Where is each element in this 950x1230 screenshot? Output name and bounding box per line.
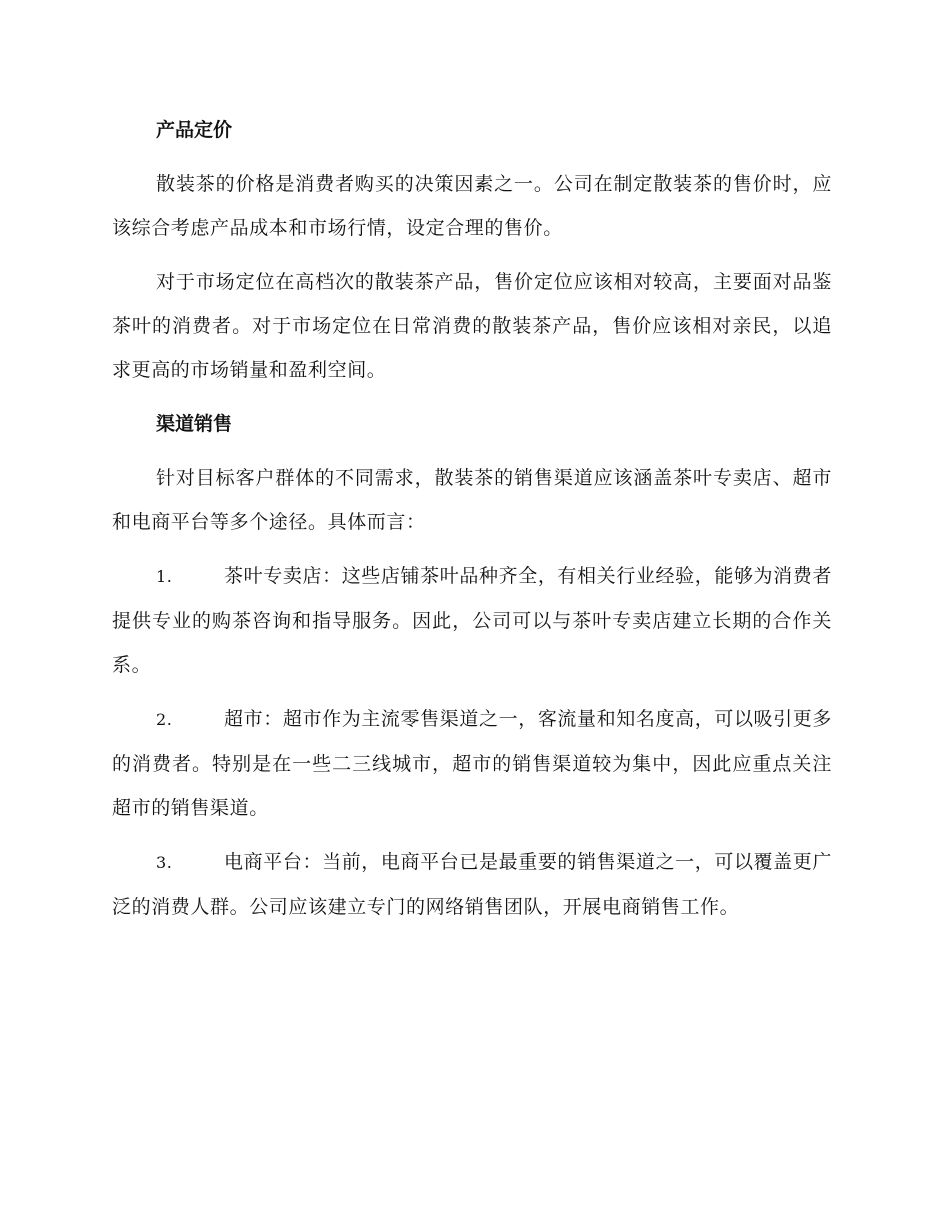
- list-item-text: 电商平台：当前，电商平台已是最重要的销售渠道之一，可以覆盖更广泛的消费人群。公司应该建立专门的网络销售团队，开展电商销售工作。: [112, 851, 832, 918]
- section-heading: 渠道销售: [156, 413, 233, 435]
- list-number: 3.: [156, 853, 173, 872]
- paragraph: 针对目标客户群体的不同需求，散装茶的销售渠道应该涵盖茶叶专卖店、超市和电商平台等多个途径。具体而言：: [112, 467, 832, 533]
- list-item-text: 超市：超市作为主流零售渠道之一，客流量和知名度高，可以吸引更多的消费者。特别是在一些二三线城市，超市的销售渠道较为集中，因此应重点关注超市的销售渠道。: [112, 708, 832, 819]
- section-channels: [112, 402, 832, 929]
- paragraph: 散装茶的价格是消费者购买的决策因素之一。公司在制定散装茶的售价时，应该综合考虑产品成本和市场行情，设定合理的售价。: [112, 173, 832, 239]
- list-item: [112, 554, 832, 687]
- paragraph: 对于市场定位在高档次的散装茶产品，售价定位应该相对较高，主要面对品鉴茶叶的消费者。对于市场定位在日常消费的散装茶产品，售价应该相对亲民，以追求更高的市场销量和盈利空间。: [112, 271, 832, 381]
- list-item: [112, 697, 832, 830]
- numbered-list: [112, 554, 832, 929]
- list-number: 1.: [156, 567, 173, 586]
- document-page: [112, 108, 832, 939]
- section-heading: 产品定价: [156, 119, 233, 141]
- list-number: 2.: [156, 710, 173, 729]
- section-pricing: [112, 108, 832, 392]
- list-item-text: 茶叶专卖店：这些店铺茶叶品种齐全，有相关行业经验，能够为消费者提供专业的购茶咨询和指导服务。因此，公司可以与茶叶专卖店建立长期的合作关系。: [112, 565, 832, 676]
- list-item: [112, 840, 832, 929]
